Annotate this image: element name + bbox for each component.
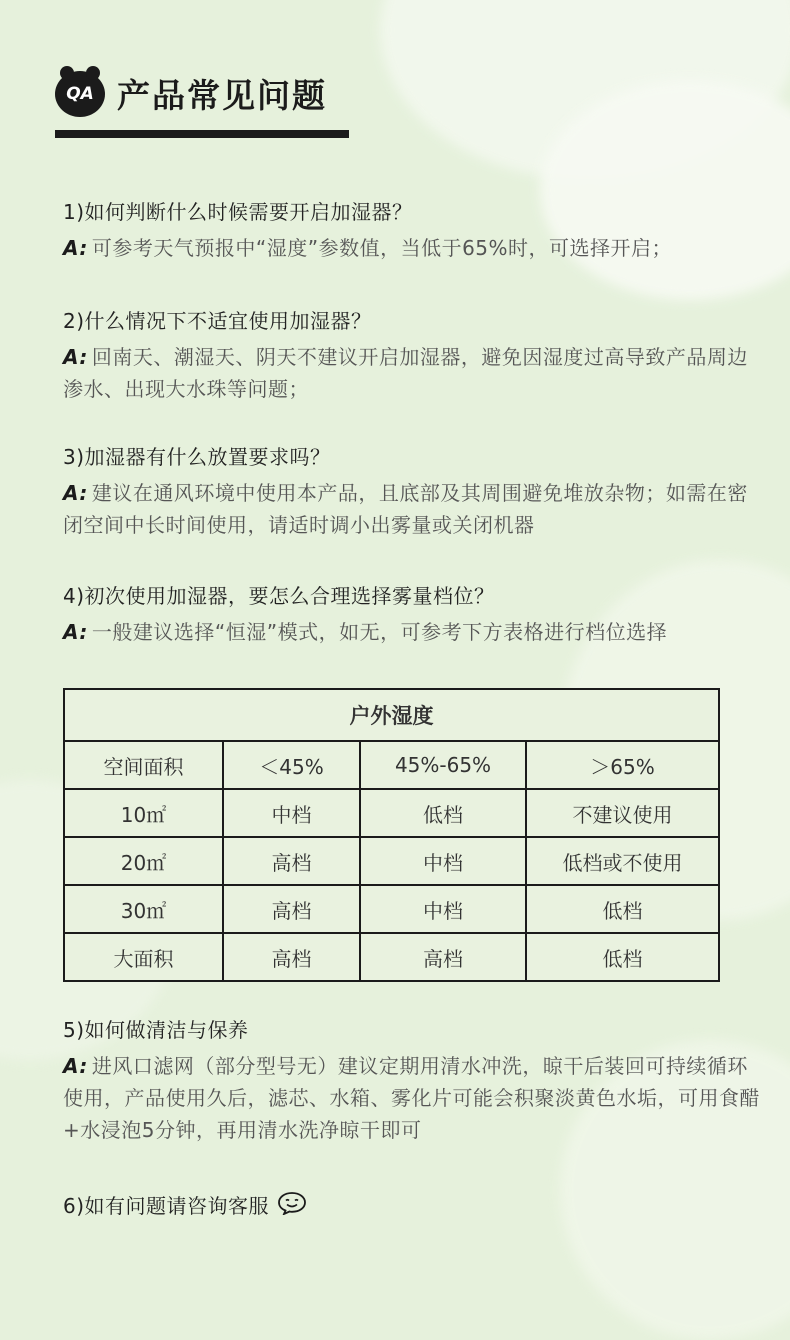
- faq-item-5: [63, 1014, 763, 1146]
- answer-text: 进风口滤网（部分型号无）建议定期用清水冲洗，晾干后装回可持续循环使用，产品使用久后，滤芯、水箱、雾化片可能会积聚淡黄色水垢，可用食醋+水浸泡5分钟，再用清水洗净晾干即可: [63, 1054, 760, 1142]
- table-header-cell: ＞65%: [526, 741, 719, 789]
- faq-question-text: 6)如有问题请咨询客服: [63, 1194, 270, 1218]
- qa-badge-icon: [55, 71, 105, 117]
- faq-item-1: [63, 196, 763, 264]
- badge-ear: [86, 66, 100, 80]
- faq-item-4: [63, 580, 763, 648]
- table-cell: 高档: [223, 933, 360, 981]
- table-cell: 30㎡: [64, 885, 223, 933]
- table-cell: 低档: [360, 789, 526, 837]
- table-cell: 高档: [360, 933, 526, 981]
- table-cell: 高档: [223, 837, 360, 885]
- speech-bubble-smiley-icon[interactable]: [277, 1191, 307, 1224]
- answer-mark: A:: [63, 345, 88, 369]
- answer-text: 回南天、潮湿天、阴天不建议开启加湿器，避免因湿度过高导致产品周边渗水、出现大水珠等问题；: [63, 345, 748, 401]
- faq-item-3: [63, 441, 763, 541]
- table-row: [64, 837, 719, 885]
- table-header-cell: 45%-65%: [360, 741, 526, 789]
- table-cell: 中档: [223, 789, 360, 837]
- answer-text: 建议在通风环境中使用本产品，且底部及其周围避免堆放杂物；如需在密闭空间中长时间使用，请适时调小出雾量或关闭机器: [63, 481, 748, 537]
- table-row: [64, 933, 719, 981]
- answer-mark: A:: [63, 481, 88, 505]
- table-cell: 高档: [223, 885, 360, 933]
- answer-text: 可参考天气预报中“湿度”参数值，当低于65%时，可选择开启；: [91, 236, 673, 260]
- answer-text: 一般建议选择“恒湿”模式，如无，可参考下方表格进行档位选择: [91, 620, 668, 644]
- table-cell: 不建议使用: [526, 789, 719, 837]
- answer-mark: A:: [63, 620, 88, 644]
- faq-item-2: [63, 305, 763, 405]
- table-header-cell: 空间面积: [64, 741, 223, 789]
- table-cell: 低档或不使用: [526, 837, 719, 885]
- table-row: [64, 789, 719, 837]
- table-cell: 大面积: [64, 933, 223, 981]
- page-title: 产品常见问题: [117, 76, 327, 115]
- faq-answer: [63, 616, 763, 648]
- title-underline: [55, 130, 349, 138]
- table-cell: 低档: [526, 933, 719, 981]
- table-row: [64, 885, 719, 933]
- table-title: 户外湿度: [64, 689, 719, 741]
- table-title-row: [64, 689, 719, 741]
- faq-question: 4)初次使用加湿器，要怎么合理选择雾量档位？: [63, 584, 495, 608]
- faq-answer: [63, 232, 763, 264]
- table-header-cell: ＜45%: [223, 741, 360, 789]
- faq-answer: [63, 477, 763, 541]
- table-cell: 低档: [526, 885, 719, 933]
- table-cell: 中档: [360, 837, 526, 885]
- page-header: [55, 70, 327, 117]
- table-cell: 20㎡: [64, 837, 223, 885]
- humidity-table: [63, 688, 720, 982]
- table-cell: 10㎡: [64, 789, 223, 837]
- badge-ear: [60, 66, 74, 80]
- faq-answer: [63, 341, 763, 405]
- answer-mark: A:: [63, 1054, 88, 1078]
- badge-text: QA: [66, 83, 94, 104]
- faq-question: [63, 1190, 763, 1224]
- faq-question: 2)什么情况下不适宜使用加湿器？: [63, 309, 372, 333]
- faq-question: 3)加湿器有什么放置要求吗？: [63, 445, 331, 469]
- faq-question: 5)如何做清洁与保养: [63, 1018, 249, 1042]
- answer-mark: A:: [63, 236, 88, 260]
- faq-item-6: [63, 1190, 763, 1224]
- faq-question: 1)如何判断什么时候需要开启加湿器？: [63, 200, 413, 224]
- faq-answer: [63, 1050, 763, 1146]
- table-header-row: [64, 741, 719, 789]
- table-cell: 中档: [360, 885, 526, 933]
